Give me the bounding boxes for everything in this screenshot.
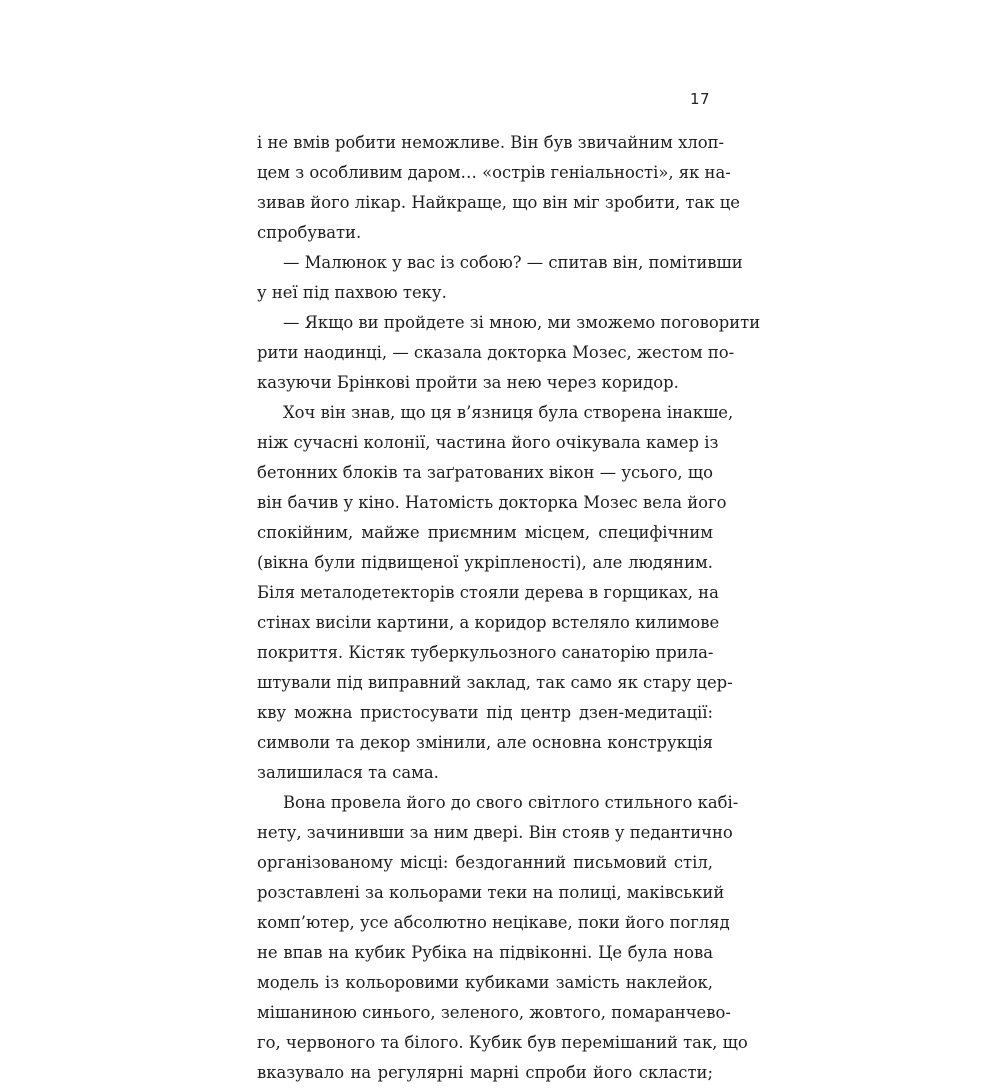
text-line: символи та декор змінили, але основна конструкція (257, 733, 713, 752)
text-line: залишилася та сама. (257, 763, 439, 782)
text-line: спокійним, майже приємним місцем, специфічним (257, 523, 713, 542)
text-line: у неї під пахвою теку. (257, 283, 447, 302)
text-line: Біля металодетекторів стояли дерева в горщиках, на (257, 583, 719, 602)
text-line: ніж сучасні колонії, частина його очікувала камер із (257, 433, 719, 452)
text-line: не впав на кубик Рубіка на підвіконні. Це була нова (257, 943, 713, 962)
text-line: — Малюнок у вас із собою? — спитав він, помітивши (283, 253, 743, 272)
body-text (257, 128, 761, 1088)
text-line: комп’ютер, усе абсолютно нецікаве, поки його погляд (257, 913, 730, 932)
text-line: казуючи Брінкові пройти за нею через коридор. (257, 373, 679, 392)
text-line: Вона провела його до свого світлого стильного кабі- (283, 793, 739, 812)
text-line: спробувати. (257, 223, 362, 242)
text-line: зивав його лікар. Найкраще, що він міг зробити, так це (257, 193, 740, 212)
text-line: кву можна пристосувати під центр дзен-медитації: (257, 703, 713, 722)
text-line: модель із кольоровими кубиками замість наклейок, (257, 973, 713, 992)
text-line: розставлені за кольорами теки на полиці, маківський (257, 883, 725, 902)
text-line: нету, зачинивши за ним двері. Він стояв у педантично (257, 823, 733, 842)
text-line: і не вмів робити неможливе. Він був звичайним хлоп- (257, 133, 725, 152)
text-line: (вікна були підвищеної укріпленості), але людяним. (257, 553, 713, 572)
text-line: штували під виправний заклад, так само як стару цер- (257, 673, 733, 692)
text-line: організованому місці: бездоганний письмовий стіл, (257, 853, 713, 872)
text-line: Хоч він знав, що ця в’язниця була створена інакше, (283, 403, 734, 422)
text-line: рити наодинці, — сказала докторка Мозес, жестом по- (257, 343, 735, 362)
text-line: го, червоного та білого. Кубик був перемішаний так, що (257, 1033, 748, 1052)
text-line: покриття. Кістяк туберкульозного санаторію прила- (257, 643, 714, 662)
page-number: 17 (690, 90, 711, 108)
text-line: — Якщо ви пройдете зі мною, ми зможемо поговорити (283, 313, 761, 332)
text-line: вказувало на регулярні марні спроби його скласти; (257, 1063, 713, 1082)
text-line: стінах висіли картини, а коридор встеляло килимове (257, 613, 720, 632)
text-line: бетонних блоків та заґратованих вікон — усього, що (257, 463, 713, 482)
text-line: цем з особливим даром… «острів геніальності», як на- (257, 163, 731, 182)
text-line: мішаниною синього, зеленого, жовтого, помаранчево- (257, 1003, 731, 1022)
text-line: він бачив у кіно. Натомість докторка Мозес вела його (257, 493, 727, 512)
